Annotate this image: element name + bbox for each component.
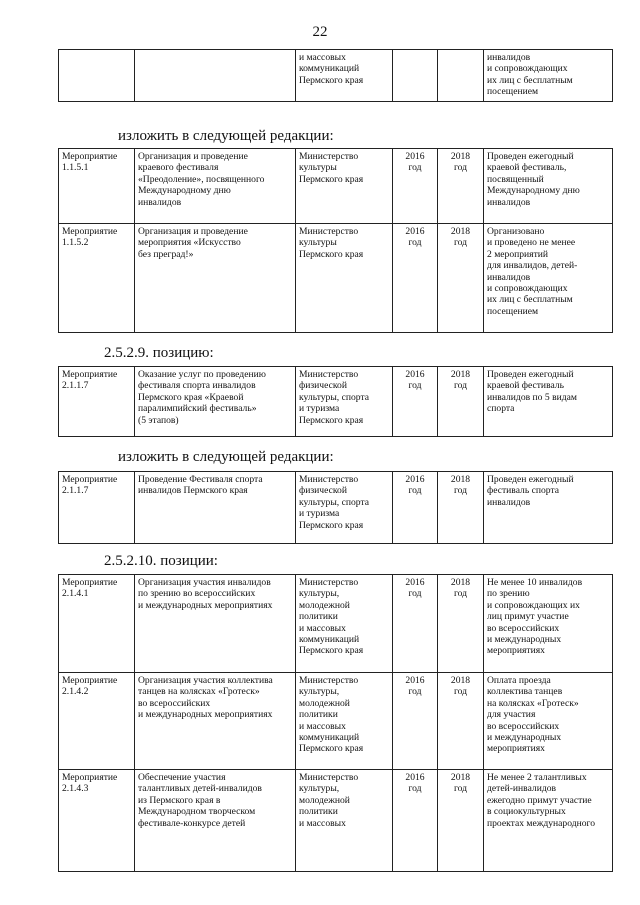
result-cell: инвалидов и сопровождающих их лиц с бесплатным посещением <box>484 50 613 102</box>
table-row <box>59 149 613 224</box>
table-position-2529 <box>58 366 613 437</box>
event-code-cell: Мероприятие 2.1.1.7 <box>59 472 135 544</box>
table-row <box>59 472 613 544</box>
event-name-cell: Обеспечение участия талантливых детей-инвалидов из Пермского края в Международном творческом фестивале-конкурсе детей <box>135 770 296 872</box>
start-year-cell: 2016 год <box>393 770 438 872</box>
responsible-cell: Министерство культуры, молодежной политики и массовых <box>296 770 393 872</box>
result-cell: Проведен ежегодный фестиваль спорта инвалидов <box>484 472 613 544</box>
responsible-cell: Министерство культуры Пермского края <box>296 149 393 224</box>
result-cell: Не менее 2 талантливых детей-инвалидов ежегодно примут участие в социокультурных проектах международного <box>484 770 613 872</box>
table-row <box>59 770 613 872</box>
start-year-cell: 2016 год <box>393 367 438 437</box>
start-year-cell: 2016 год <box>393 575 438 673</box>
responsible-cell: Министерство культуры, молодежной политики и массовых коммуникаций Пермского края <box>296 575 393 673</box>
result-cell: Проведен ежегодный краевой фестиваль, посвященный Международному дню инвалидов <box>484 149 613 224</box>
section-heading: изложить в следующей редакции: <box>118 449 334 465</box>
responsible-cell: и массовых коммуникаций Пермского края <box>296 50 393 102</box>
event-code-cell: Мероприятие 2.1.1.7 <box>59 367 135 437</box>
end-year-cell: 2018 год <box>438 575 484 673</box>
responsible-cell: Министерство культуры Пермского края <box>296 224 393 333</box>
end-year-cell: 2018 год <box>438 367 484 437</box>
table-row <box>59 575 613 673</box>
end-year-cell: 2018 год <box>438 149 484 224</box>
event-name-cell: Организация участия инвалидов по зрению во всероссийских и международных мероприятиях <box>135 575 296 673</box>
end-year-cell: 2018 год <box>438 224 484 333</box>
start-year-cell: 2016 год <box>393 224 438 333</box>
responsible-cell: Министерство физической культуры, спорта и туризма Пермского края <box>296 367 393 437</box>
table-positions-25210 <box>58 574 613 872</box>
table-row <box>59 673 613 770</box>
event-name-cell: Проведение Фестиваля спорта инвалидов Пермского края <box>135 472 296 544</box>
start-year-cell: 2016 год <box>393 673 438 770</box>
event-name-cell: Оказание услуг по проведению фестиваля спорта инвалидов Пермского края «Краевой паралимпийский фестиваль» (5 этапов) <box>135 367 296 437</box>
result-cell: Не менее 10 инвалидов по зрению и сопровождающих их лиц примут участие во всероссийских и международных мероприятиях <box>484 575 613 673</box>
start-year-cell <box>393 50 438 102</box>
event-name-cell: Организация и проведение мероприятия «Искусство без преград!» <box>135 224 296 333</box>
section-heading: 2.5.2.10. позиции: <box>104 553 218 569</box>
event-name-cell: Организация и проведение краевого фестиваля «Преодоление», посвященного Международному дню инвалидов <box>135 149 296 224</box>
result-cell: Проведен ежегодный краевой фестиваль инвалидов по 5 видам спорта <box>484 367 613 437</box>
table-row <box>59 50 613 102</box>
page-number: 22 <box>312 24 328 40</box>
event-code-cell: Мероприятие 2.1.4.3 <box>59 770 135 872</box>
event-code-cell: Мероприятие 1.1.5.2 <box>59 224 135 333</box>
table-continuation <box>58 49 613 102</box>
table-new-edition-2 <box>58 471 613 544</box>
event-name-cell: Организация участия коллектива танцев на колясках «Гротеск» во всероссийских и международных мероприятиях <box>135 673 296 770</box>
end-year-cell: 2018 год <box>438 472 484 544</box>
start-year-cell: 2016 год <box>393 472 438 544</box>
table-new-edition-1 <box>58 148 613 333</box>
event-code-cell <box>59 50 135 102</box>
section-heading: изложить в следующей редакции: <box>118 128 334 144</box>
start-year-cell: 2016 год <box>393 149 438 224</box>
result-cell: Организовано и проведено не менее 2 мероприятий для инвалидов, детей- инвалидов и сопровождающих их лиц с бесплатным посещением <box>484 224 613 333</box>
event-name-cell <box>135 50 296 102</box>
end-year-cell: 2018 год <box>438 673 484 770</box>
event-code-cell: Мероприятие 1.1.5.1 <box>59 149 135 224</box>
event-code-cell: Мероприятие 2.1.4.1 <box>59 575 135 673</box>
responsible-cell: Министерство культуры, молодежной политики и массовых коммуникаций Пермского края <box>296 673 393 770</box>
table-row <box>59 367 613 437</box>
result-cell: Оплата проезда коллектива танцев на колясках «Гротеск» для участия во всероссийских и международных мероприятиях <box>484 673 613 770</box>
table-row <box>59 224 613 333</box>
section-heading: 2.5.2.9. позицию: <box>104 345 214 361</box>
responsible-cell: Министерство физической культуры, спорта и туризма Пермского края <box>296 472 393 544</box>
end-year-cell <box>438 50 484 102</box>
end-year-cell: 2018 год <box>438 770 484 872</box>
event-code-cell: Мероприятие 2.1.4.2 <box>59 673 135 770</box>
